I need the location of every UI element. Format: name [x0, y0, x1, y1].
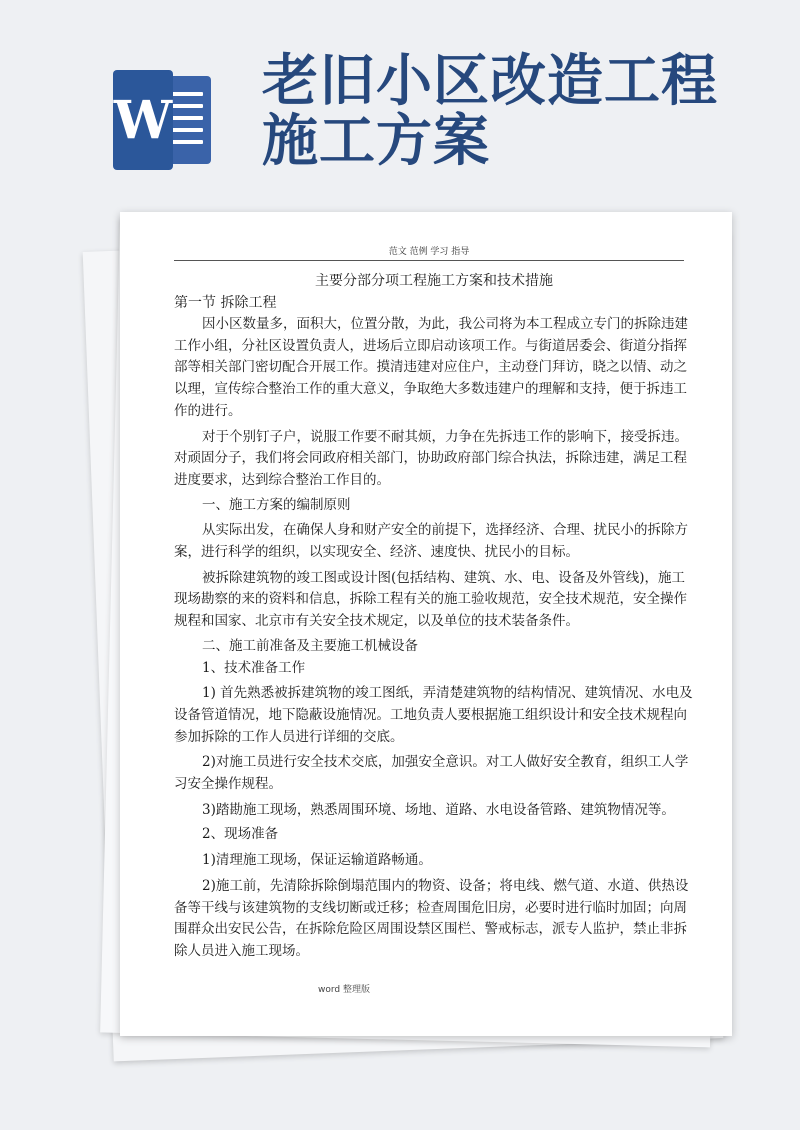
banner	[0, 0, 800, 200]
paragraph: 对于个别钉子户，说服工作要不耐其烦，力争在先拆违工作的影响下，接受拆违。对顽固分子，我们将会同政府相关部门，协助政府部门综合执法，拆除违建，满足工程进度要求，达到综合整治工作目的。	[174, 428, 688, 488]
paragraph: 从实际出发，在确保人身和财产安全的前提下，选择经济、合理、扰民小的拆除方案，进行科学的组织，以实现安全、经济、速度快、扰民小的目标。	[174, 522, 688, 561]
word-icon-letter: W	[113, 70, 173, 170]
page-footer: word 整理版	[318, 985, 370, 995]
subheading: 2、现场准备	[202, 826, 279, 843]
document-heading: 主要分部分项工程施工方案和技术措施	[315, 273, 553, 289]
title-line-2: 施工方案	[262, 109, 490, 174]
section-title: 第一节 拆除工程	[174, 295, 277, 311]
word-icon	[113, 70, 213, 170]
paragraph: 2)对施工员进行安全技术交底，加强安全意识。对工人做好安全教育，组织工人学习安全操作规程。	[174, 754, 689, 793]
title-line-1: 老旧小区改造工程	[262, 49, 718, 114]
document-page	[120, 212, 732, 1036]
subheading: 二、施工前准备及主要施工机械设备	[202, 637, 418, 654]
paragraph: 2)施工前，先清除拆除倒塌范围内的物资、设备；将电线、燃气道、水道、供热设备等干线与该建筑物的支线切断或迁移；检查周围危旧房，必要时进行临时加固；向周围群众出安民公告，在拆除危险区周围设禁区围栏、警戒标志，派专人监护，禁止非拆除人员进入施工现场。	[174, 877, 689, 959]
page-header: 范文 范例 学习 指导	[174, 240, 684, 261]
page-title	[262, 49, 718, 174]
paragraph: 3)踏勘施工现场，熟悉周围环境、场地、道路、水电设备管路、建筑物情况等。	[202, 801, 675, 818]
paragraph: 因小区数量多，面积大，位置分散，为此，我公司将为本工程成立专门的拆除违建工作小组，分社区设置负责人，进场后立即启动该项工作。与街道居委会、街道分指挥部等相关部门密切配合开展工作。摸清违建对应住户，主动登门拜访，晓之以情、动之以理，宣传综合整治工作的重大意义，争取绝大多数违建户的理解和支持，便于拆违工作的进行。	[174, 316, 688, 419]
document-body	[174, 264, 694, 963]
subheading: 1、技术准备工作	[202, 659, 306, 676]
subheading: 一、施工方案的编制原则	[202, 496, 351, 513]
paragraph: 1)清理施工现场，保证运输道路畅通。	[202, 852, 432, 869]
paragraph: 被拆除建筑物的竣工图或设计图(包括结构、建筑、水、电、设备及外管线)，施工现场勘察的来的资料和信息，拆除工程有关的施工验收规范，安全技术规范，安全操作规程和国家、北京市有关安全技术规定，以及单位的技术装备条件。	[174, 569, 687, 630]
paragraph: 1) 首先熟悉被拆建筑物的竣工图纸，弄清楚建筑物的结构情况、建筑情况、水电及设备管道情况，地下隐蔽设施情况。工地负责人要根据施工组织设计和安全技术规程向参加拆除的工作人员进行详细的交底。	[174, 685, 693, 745]
